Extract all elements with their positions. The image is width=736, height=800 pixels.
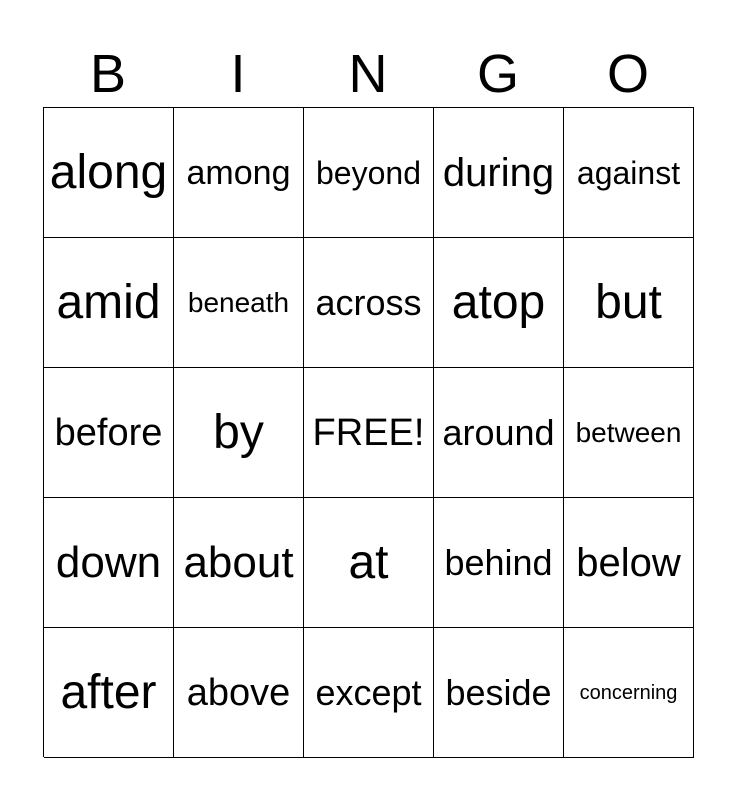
bingo-cell[interactable]: above bbox=[174, 628, 304, 758]
bingo-cell[interactable]: below bbox=[564, 498, 694, 628]
bingo-cell[interactable]: behind bbox=[434, 498, 564, 628]
bingo-cell[interactable]: across bbox=[304, 238, 434, 368]
bingo-cell[interactable]: during bbox=[434, 108, 564, 238]
bingo-cell[interactable]: atop bbox=[434, 238, 564, 368]
bingo-cell[interactable]: before bbox=[44, 368, 174, 498]
bingo-cell[interactable]: at bbox=[304, 498, 434, 628]
bingo-cell[interactable]: concerning bbox=[564, 628, 694, 758]
bingo-cell[interactable]: down bbox=[44, 498, 174, 628]
bingo-cell[interactable]: among bbox=[174, 108, 304, 238]
header-letter-n: N bbox=[348, 44, 388, 104]
bingo-cell[interactable]: about bbox=[174, 498, 304, 628]
header-letter-b: B bbox=[89, 44, 127, 104]
bingo-header bbox=[43, 40, 693, 108]
header-letter-g: G bbox=[476, 44, 519, 104]
bingo-cell[interactable]: around bbox=[434, 368, 564, 498]
bingo-cell[interactable]: but bbox=[564, 238, 694, 368]
bingo-cell[interactable]: beneath bbox=[174, 238, 304, 368]
header-letter-o: O bbox=[606, 44, 649, 104]
bingo-cell[interactable]: beside bbox=[434, 628, 564, 758]
bingo-cell[interactable]: beyond bbox=[304, 108, 434, 238]
free-space[interactable]: FREE! bbox=[304, 368, 434, 498]
bingo-grid bbox=[43, 107, 694, 757]
bingo-cell[interactable]: amid bbox=[44, 238, 174, 368]
bingo-cell[interactable]: along bbox=[44, 108, 174, 238]
bingo-cell[interactable]: against bbox=[564, 108, 694, 238]
header-letter-i: I bbox=[230, 44, 246, 104]
bingo-cell[interactable]: after bbox=[44, 628, 174, 758]
bingo-cell[interactable]: by bbox=[174, 368, 304, 498]
bingo-cell[interactable]: between bbox=[564, 368, 694, 498]
bingo-cell[interactable]: except bbox=[304, 628, 434, 758]
